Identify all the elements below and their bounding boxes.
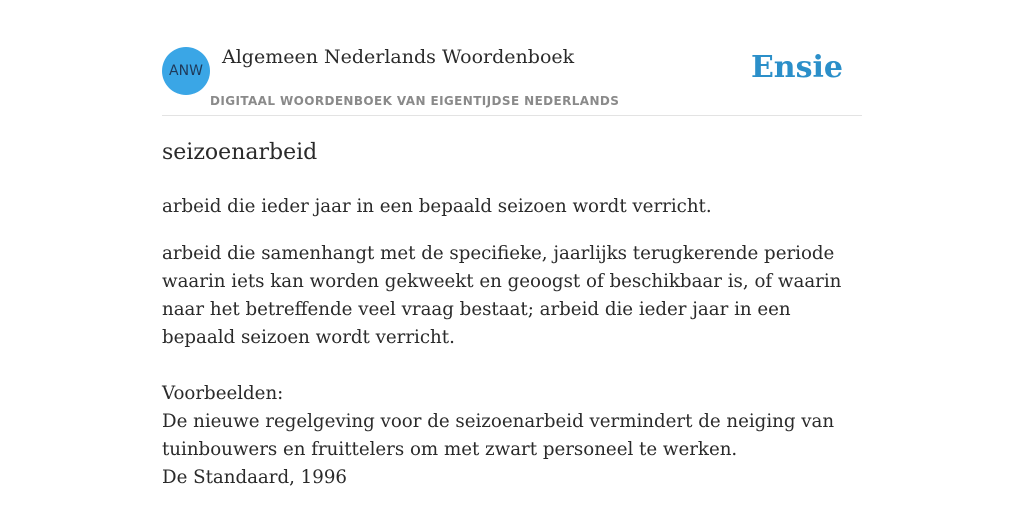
- entry-content: [162, 193, 866, 492]
- anw-logo-text: ANW: [169, 63, 203, 79]
- example-source: De Standaard, 1996: [162, 467, 347, 488]
- site-subtitle: DIGITAAL WOORDENBOEK VAN EIGENTIJDSE NEDERLANDS: [210, 94, 620, 108]
- ensie-brand-logo: Ensie: [750, 50, 843, 85]
- anw-logo: [162, 47, 210, 95]
- site-title: Algemeen Nederlands Woordenboek: [222, 46, 575, 68]
- header-divider: [162, 115, 862, 116]
- entry-headword: seizoenarbeid: [162, 140, 318, 165]
- examples-label: Voorbeelden:: [162, 383, 284, 404]
- short-definition: arbeid die ieder jaar in een bepaald seizoen wordt verricht.: [162, 196, 712, 217]
- example-text: De nieuwe regelgeving voor de seizoenarbeid vermindert de neiging van tuinbouwers en fruittelers om met zwart personeel te werken.: [162, 411, 835, 460]
- long-definition: arbeid die samenhangt met de specifieke, jaarlijks terugkerende periode waarin iets kan worden gekweekt en geoogst of beschikbaar is, of waarin naar het betreffende veel vraag bestaat; arbeid die ieder jaar in een bepaald seizoen wordt verricht.: [162, 243, 842, 348]
